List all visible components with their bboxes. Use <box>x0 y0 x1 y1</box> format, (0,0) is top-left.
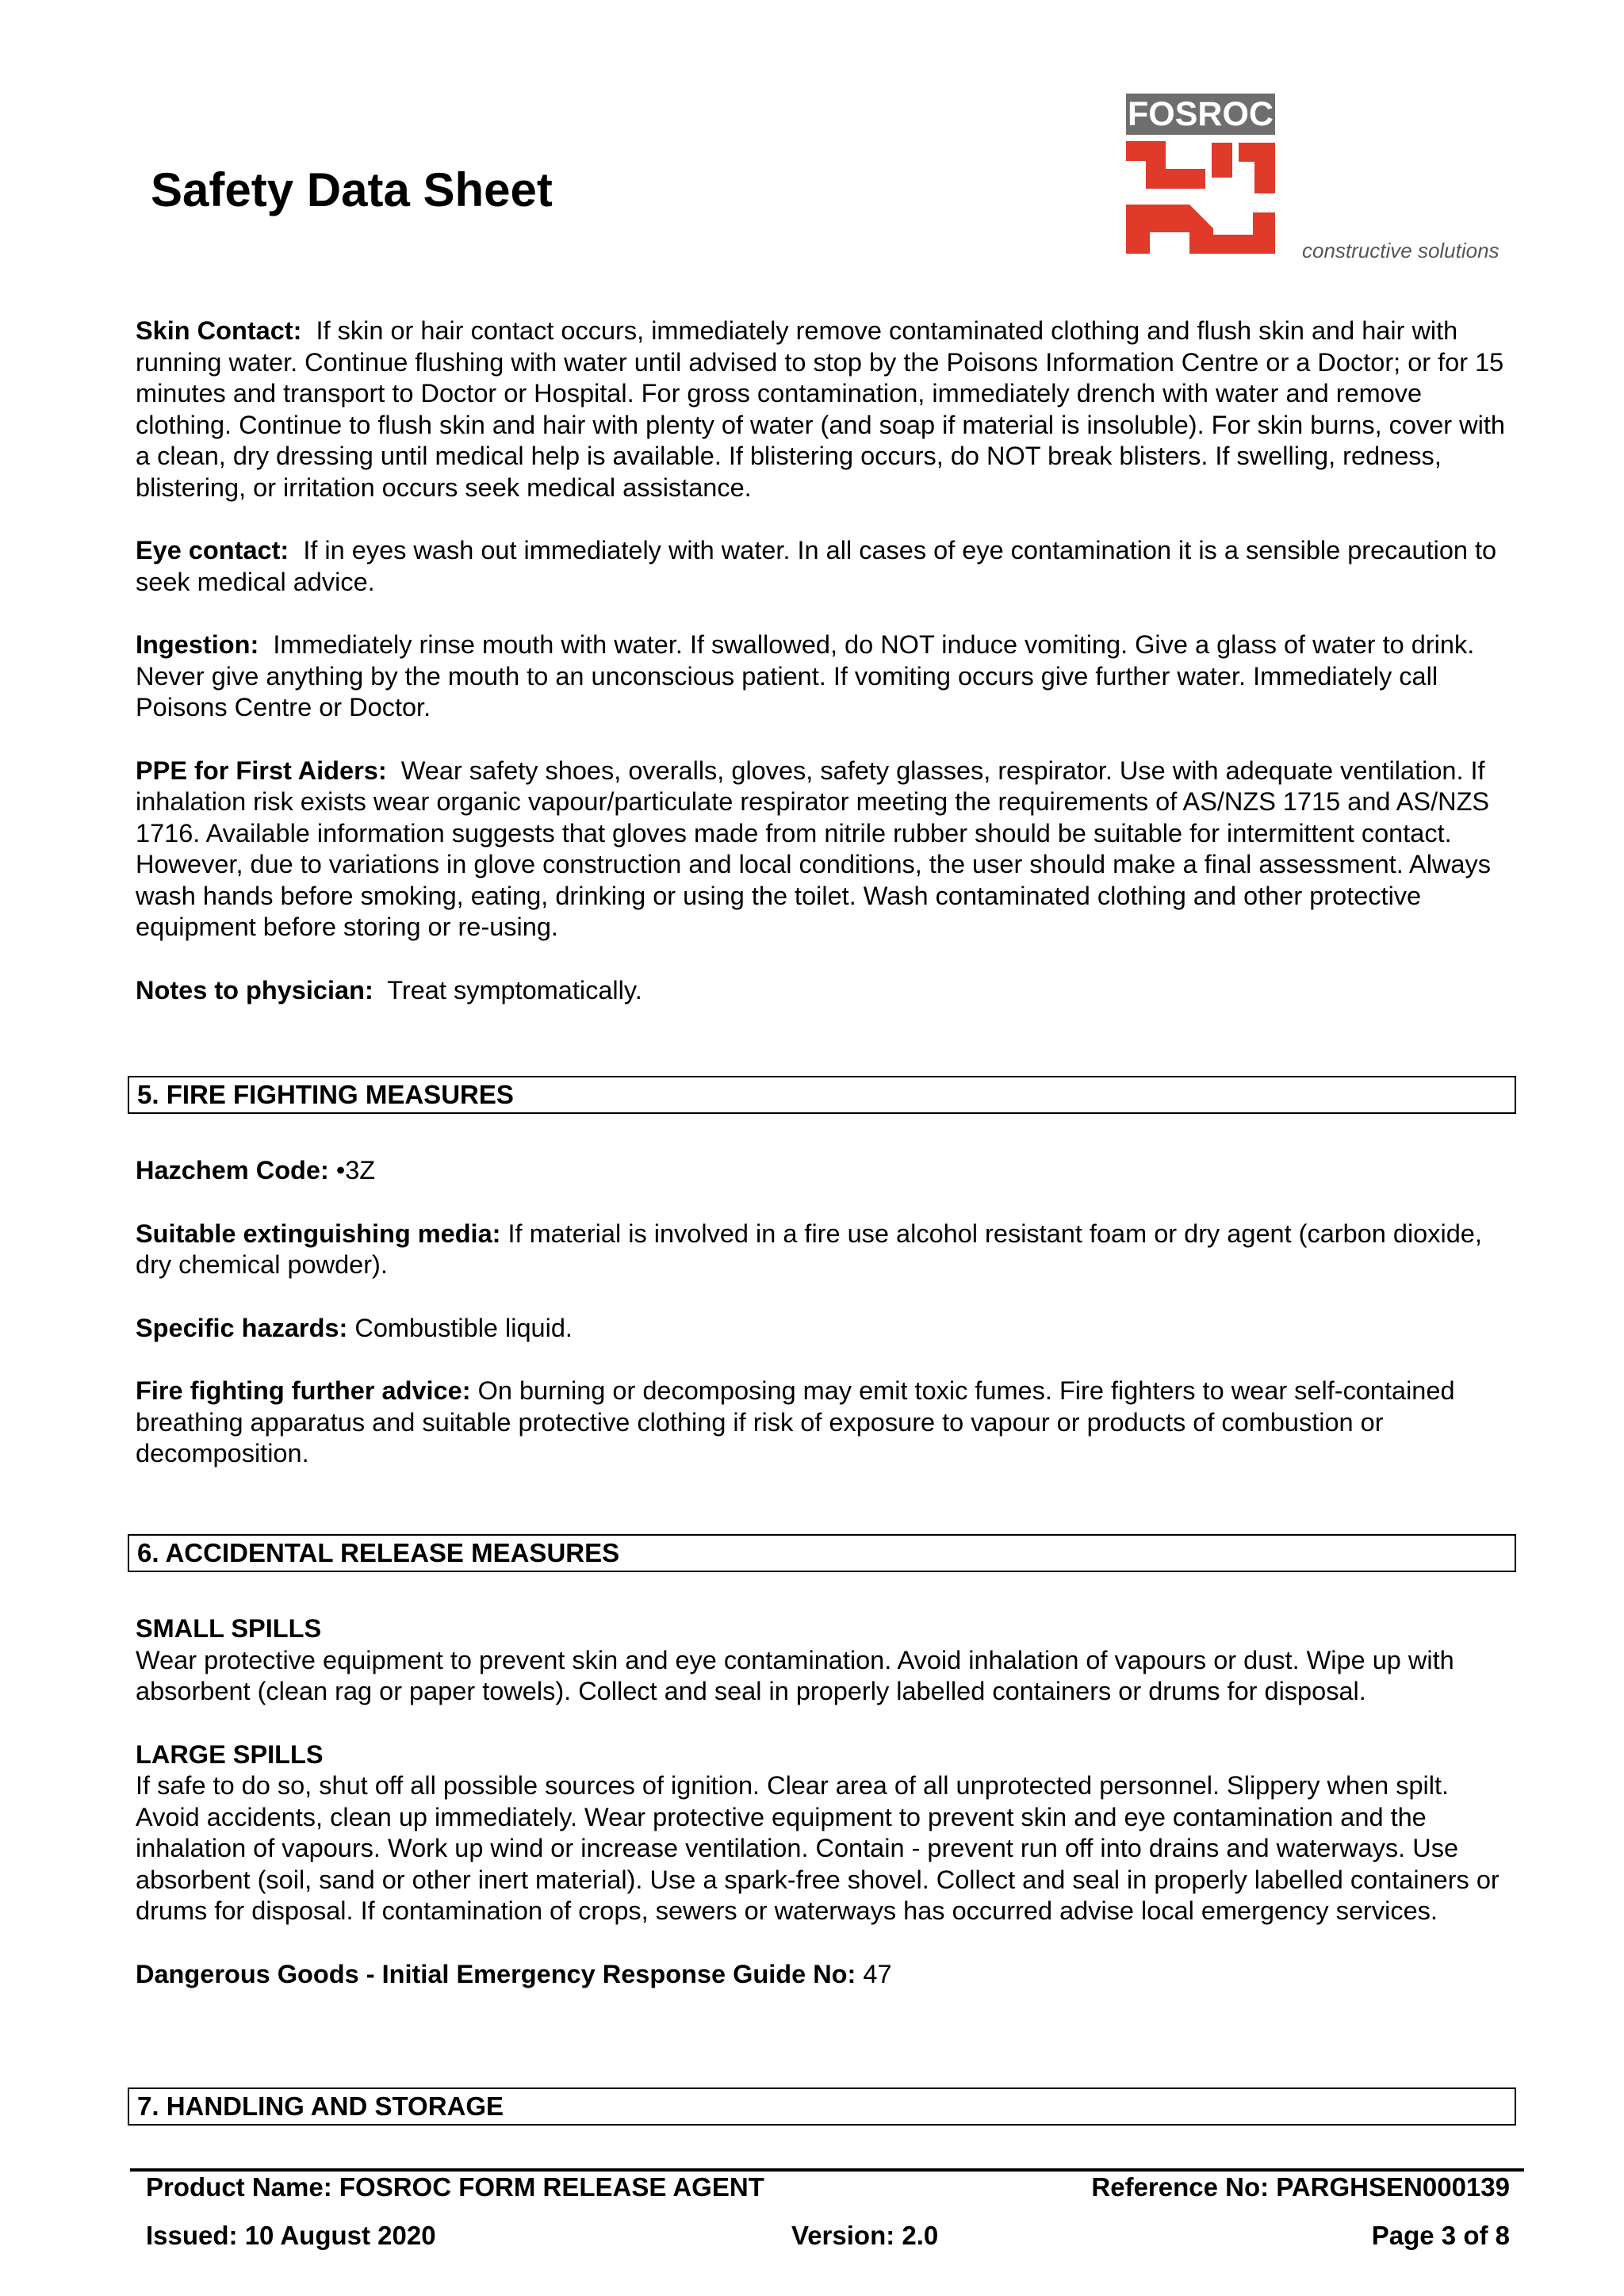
small-spills-paragraph <box>136 1613 1507 1708</box>
advice-text: On burning or decomposing may emit toxic fumes. Fire fighters to wear self-contained breathing apparatus and suitable protective clothing if risk of exposure to vapour or products of combustion or decomposition. <box>136 1376 1455 1468</box>
eye-contact-paragraph <box>136 535 1507 598</box>
hazards-label: Specific hazards: <box>136 1313 348 1342</box>
skin-contact-paragraph <box>136 316 1507 503</box>
ppe-paragraph <box>136 756 1507 943</box>
footer-product: Product Name: FOSROC FORM RELEASE AGENT <box>146 2172 764 2202</box>
hazards-text: Combustible liquid. <box>354 1313 573 1342</box>
hazards-paragraph <box>136 1313 1507 1345</box>
ingestion-label: Ingestion: <box>136 630 259 659</box>
notes-paragraph <box>136 975 1507 1007</box>
eye-contact-label: Eye contact: <box>136 536 289 564</box>
fosroc-logo-icon <box>1126 94 1522 268</box>
logo-wordmark: FOSROC <box>1128 95 1274 133</box>
ppe-text: Wear safety shoes, overalls, gloves, safety glasses, respirator. Use with adequate ventilation. If inhalation risk exists wear organic vapour/particulate respirator meeting the requirements of AS/NZS 1715 and AS/NZS 1716. Available information suggests that gloves made from nitrile rubber should be suitable for intermittent contact. However, due to variations in glove construction and local conditions, the user should make a final assessment. Always wash hands before smoking, eating, drinking or using the toilet. Wash contaminated clothing and other protective equipment before storing or re-using. <box>136 756 1491 941</box>
footer-reference: Reference No: PARGHSEN000139 <box>1091 2172 1510 2202</box>
skin-contact-label: Skin Contact: <box>136 316 302 345</box>
first-aid-block <box>136 316 1507 1038</box>
small-spills-text: Wear protective equipment to prevent skin and eye contamination. Avoid inhalation of vapours or dust. Wipe up with absorbent (clean rag or paper towels). Collect and seal in properly labelled containers or drums for disposal. <box>136 1645 1454 1705</box>
footer-version: Version: 2.0 <box>791 2221 939 2250</box>
advice-label: Fire fighting further advice: <box>136 1376 471 1405</box>
fosroc-logo <box>1126 94 1522 268</box>
hazchem-paragraph <box>136 1155 1507 1187</box>
footer-divider <box>130 2168 1524 2172</box>
logo-tagline: constructive solutions <box>1302 239 1500 262</box>
eye-contact-text: If in eyes wash out immediately with water. In all cases of eye contamination it is a sensible precaution to seek medical advice. <box>136 536 1497 596</box>
skin-contact-text: If skin or hair contact occurs, immediately remove contaminated clothing and flush skin and hair with running water. Continue flushing with water until advised to stop by the Poisons Information Centre or a Doctor; or for 15 minutes and transport to Doctor or Hospital. For gross contamination, immediately drench with water and remove clothing. Continue to flush skin and hair with plenty of water (and soap if material is insoluble). For skin burns, cover with a clean, dry dressing until medical help is available. If blistering occurs, do NOT break blisters. If swelling, redness, blistering, or irritation occurs seek medical assistance. <box>136 316 1505 502</box>
dg-paragraph <box>136 1959 1507 1991</box>
dg-value: 47 <box>863 1959 892 1988</box>
section-5-heading: 5. FIRE FIGHTING MEASURES <box>128 1076 1516 1114</box>
section-6-heading: 6. ACCIDENTAL RELEASE MEASURES <box>128 1534 1516 1572</box>
dg-label: Dangerous Goods - Initial Emergency Response Guide No: <box>136 1959 856 1988</box>
page-title: Safety Data Sheet <box>151 163 553 216</box>
footer-issued: Issued: 10 August 2020 <box>146 2221 436 2250</box>
ppe-label: PPE for First Aiders: <box>136 756 387 785</box>
media-label: Suitable extinguishing media: <box>136 1219 501 1248</box>
notes-label: Notes to physician: <box>136 975 373 1004</box>
small-spills-title: SMALL SPILLS <box>136 1614 322 1643</box>
ingestion-paragraph <box>136 629 1507 724</box>
media-paragraph <box>136 1219 1507 1281</box>
advice-paragraph <box>136 1376 1507 1470</box>
footer-page: Page 3 of 8 <box>1371 2221 1510 2250</box>
notes-text: Treat symptomatically. <box>387 975 642 1004</box>
large-spills-paragraph <box>136 1739 1507 1927</box>
ingestion-text: Immediately rinse mouth with water. If swallowed, do NOT induce vomiting. Give a glass of water to drink. Never give anything by the mouth to an unconscious patient. If vomiting occurs give further water. Immediately call Poisons Centre or Doctor. <box>136 630 1475 721</box>
media-text: If material is involved in a fire use alcohol resistant foam or dry agent (carbon dioxide, dry chemical powder). <box>136 1219 1482 1279</box>
hazchem-value: •3Z <box>335 1156 376 1184</box>
large-spills-title: LARGE SPILLS <box>136 1739 324 1769</box>
section-6-body <box>136 1613 1507 2022</box>
hazchem-label: Hazchem Code: <box>136 1156 329 1184</box>
section-7-heading: 7. HANDLING AND STORAGE <box>128 2087 1516 2126</box>
section-5-body <box>136 1155 1507 1502</box>
large-spills-text: If safe to do so, shut off all possible sources of ignition. Clear area of all unprotected personnel. Slippery when spilt. Avoid accidents, clean up immediately. Wear protective equipment to prevent skin and eye contamination and the inhalation of vapours. Work up wind or increase ventilation. Contain - prevent run off into drains and waterways. Use absorbent (soil, sand or other inert material). Use a spark-free shovel. Collect and seal in properly labelled containers or drums for disposal. If contamination of crops, sewers or waterways has occurred advise local emergency services. <box>136 1771 1500 1925</box>
